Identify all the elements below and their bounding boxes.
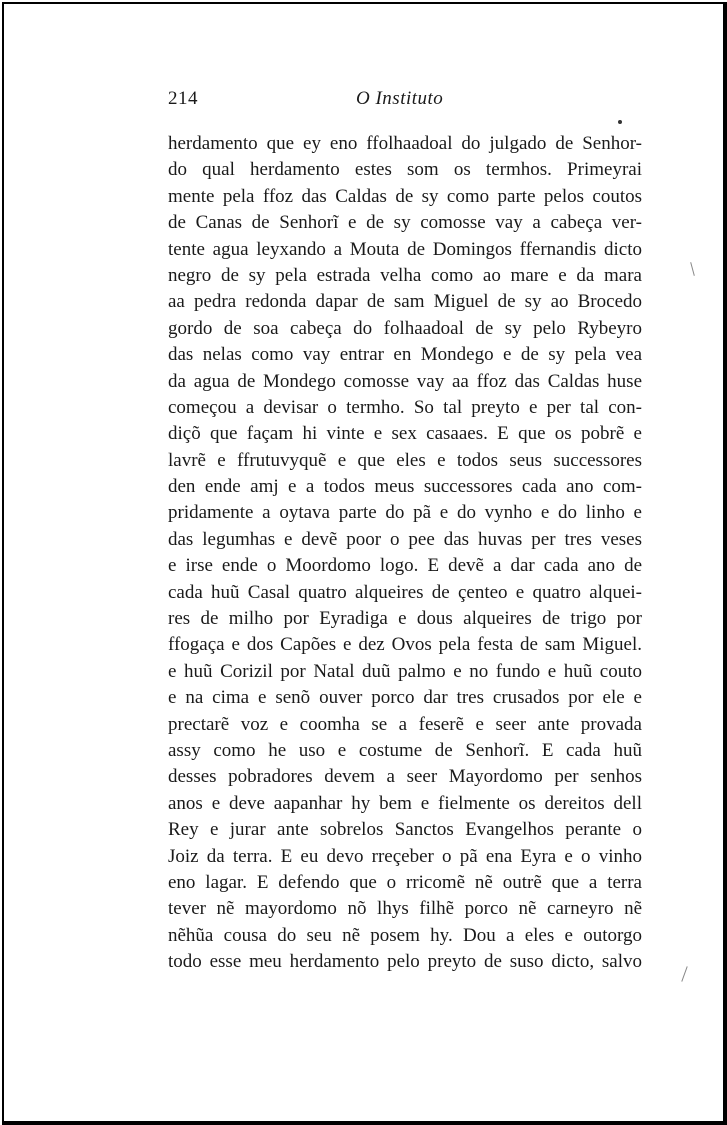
speck-mark — [618, 120, 622, 124]
text-line: eno lagar. E defendo que o rricomẽ nẽ outrẽ que a terra — [168, 871, 642, 893]
text-line: anos e deve aapanhar hy bem e fielmente os dereitos dell — [168, 792, 642, 814]
text-line: começou a devisar o termho. So tal preyto e per tal con- — [168, 396, 642, 418]
text-line: prectarẽ voz e coomha se a feserẽ e seer ante provada — [168, 713, 642, 735]
text-line: das legumhas e devẽ poor o pee das huvas per tres veses — [168, 528, 642, 550]
text-line: lavrẽ e ffrutuvyquẽ e que eles e todos seus successores — [168, 449, 642, 471]
text-line: e na cima e senõ ouver porco dar tres crusados por ele e — [168, 687, 642, 709]
text-line: aa pedra redonda dapar de sam Miguel de sy ao Brocedo — [168, 291, 642, 313]
text-line: herdamento que ey eno ffolhaadoal do julgado de Senhor- — [168, 133, 642, 154]
text-line: gordo de soa cabeça do folhaadoal de sy pelo Rybeyro — [168, 317, 642, 339]
text-line: das nelas como vay entrar en Mondego e de sy pela vea — [168, 344, 642, 366]
text-line: e huũ Corizil por Natal duũ palmo e no fundo e huũ couto — [168, 660, 642, 682]
text-line: cada huũ Casal quatro alqueires de çenteo e quatro alquei- — [168, 581, 642, 603]
text-line: Rey e jurar ante sobrelos Sanctos Evangelhos perante o — [168, 819, 642, 841]
text-line: negro de sy pela estrada velha como ao mare e da mara — [168, 264, 642, 286]
text-line: do qual herdamento estes som os termhos. Primeyrai — [168, 159, 642, 181]
text-line: de Canas de Senhorĩ e de sy comosse vay a cabeça ver- — [168, 212, 642, 234]
text-line: tente agua leyxando a Mouta de Domingos ffernandis dicto — [168, 238, 642, 260]
text-line: da agua de Mondego comosse vay aa ffoz das Caldas huse — [168, 370, 642, 392]
text-line: desses pobradores devem a seer Mayordomo per senhos — [168, 766, 642, 788]
text-line: todo esse meu herdamento pelo preyto de suso dicto, salvo — [168, 951, 642, 973]
text-line: pridamente a oytava parte do pã e do vynho e do linho e — [168, 502, 642, 524]
text-line: diçõ que façam hi vinte e sex casaaes. E que os pobrẽ e — [168, 423, 642, 445]
text-line: res de milho por Eyradiga e dous alqueires de trigo por — [168, 608, 642, 630]
text-line: ffogaça e dos Capões e dez Ovos pela festa de sam Miguel. — [168, 634, 642, 656]
text-line: den ende amj e a todos meus successores cada ano com- — [168, 476, 642, 498]
text-line: Joiz da terra. E eu devo rreçeber o pã ena Eyra e o vinho — [168, 845, 642, 867]
body-text — [168, 131, 642, 976]
text-line: assy como he uso e costume de Senhorĩ. E cada huũ — [168, 739, 642, 761]
text-line: tever nẽ mayordomo nõ lhys filhẽ porco nẽ carneyro nẽ — [168, 898, 642, 920]
text-line: nẽhũa cousa do seu nẽ posem hy. Dou a eles e outorgo — [168, 924, 642, 946]
page-number: 214 — [168, 88, 198, 109]
text-line: mente pela ffoz das Caldas de sy como parte pelos coutos — [168, 185, 642, 207]
running-head — [168, 88, 642, 114]
text-line: e irse ende o Moordomo logo. E devẽ a dar cada ano de — [168, 555, 642, 577]
running-title: O Instituto — [356, 88, 444, 109]
